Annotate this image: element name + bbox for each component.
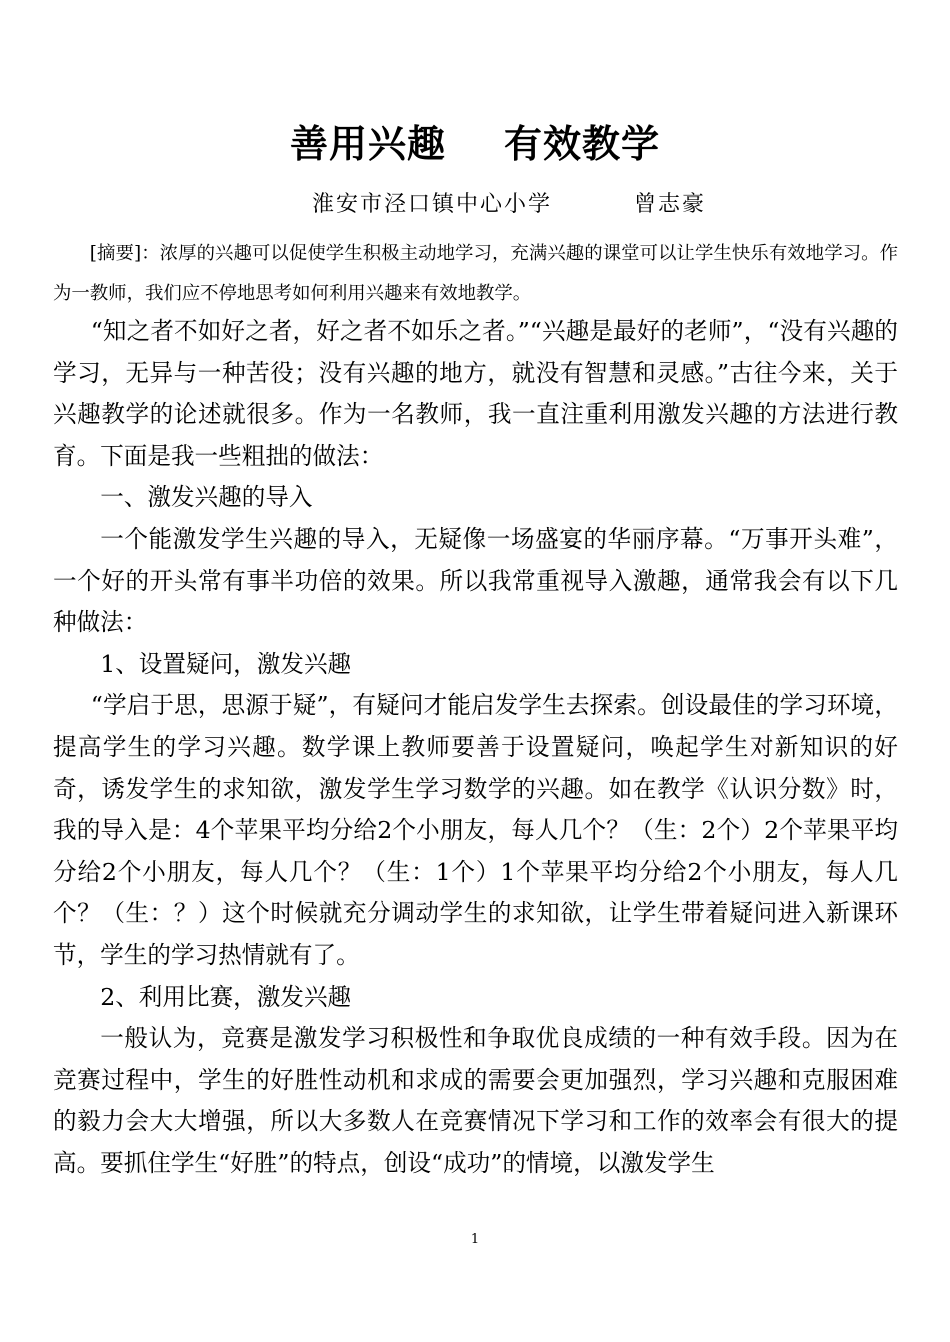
paragraph-section-1: 一个能激发学生兴趣的导入，无疑像一场盛宴的华丽序幕。“万事开头难”，一个好的开头常有事半功倍的效果。所以我常重视导入激趣，通常我会有以下几种做法：: [53, 524, 898, 637]
abstract: [摘要]：浓厚的兴趣可以促使学生积极主动地学习，充满兴趣的课堂可以让学生快乐有效地学习。作为一教师，我们应不停地思考如何利用兴趣来有效地教学。: [53, 243, 898, 304]
subheading-2: 2、利用比赛，激发兴趣: [100, 982, 352, 1011]
title-part-1: 善用兴趣: [289, 122, 446, 166]
author-school: 淮安市泾口镇中心小学: [312, 192, 553, 217]
paragraph-subsection-1: “学启于思，思源于疑”，有疑问才能启发学生去探索。创设最佳的学习环境，提高学生的学习兴趣。数学课上教师要善于设置疑问，唤起学生对新知识的好奇，诱发学生的求知欲，激发学生学习数学的兴趣。如在教学《认识分数》时，我的导入是：4个苹果平均分给2个小朋友，每人几个？（生：2个）2个苹果平均分给2个小朋友，每人几个？（生：1个）1个苹果平均分给2个小朋友，每人几个？（生：？）这个时候就充分调动学生的求知欲，让学生带着疑问进入新课环节，学生的学习热情就有了。: [53, 691, 898, 969]
title-part-2: 有效教学: [504, 122, 661, 166]
author-name: 曾志豪: [634, 192, 707, 217]
page-number: 1: [470, 1232, 480, 1247]
paragraph-subsection-2: 一般认为，竞赛是激发学习积极性和争取优良成绩的一种有效手段。因为在竞赛过程中，学生的好胜性动机和求成的需要会更加强烈，学习兴趣和克服困难的毅力会大大增强，所以大多数人在竞赛情况下学习和工作的效率会有很大的提高。要抓住学生“好胜”的特点，创设“成功”的情境，以激发学生: [53, 1024, 898, 1177]
document-title: [0, 118, 950, 170]
document-body: [53, 311, 898, 1184]
section-heading-1: 一、激发兴趣的导入: [100, 483, 313, 512]
paragraph-intro: “知之者不如好之者，好之者不如乐之者。”“兴趣是最好的老师”，“没有兴趣的学习，无异与一种苦役；没有兴趣的地方，就没有智慧和灵感。”古往今来，关于兴趣教学的论述就很多。作为一名教师，我一直注重利用激发兴趣的方法进行教育。下面是我一些粗拙的做法：: [53, 317, 898, 470]
subheading-1: 1、设置疑问，激发兴趣: [100, 649, 352, 678]
author-line: [312, 188, 706, 222]
